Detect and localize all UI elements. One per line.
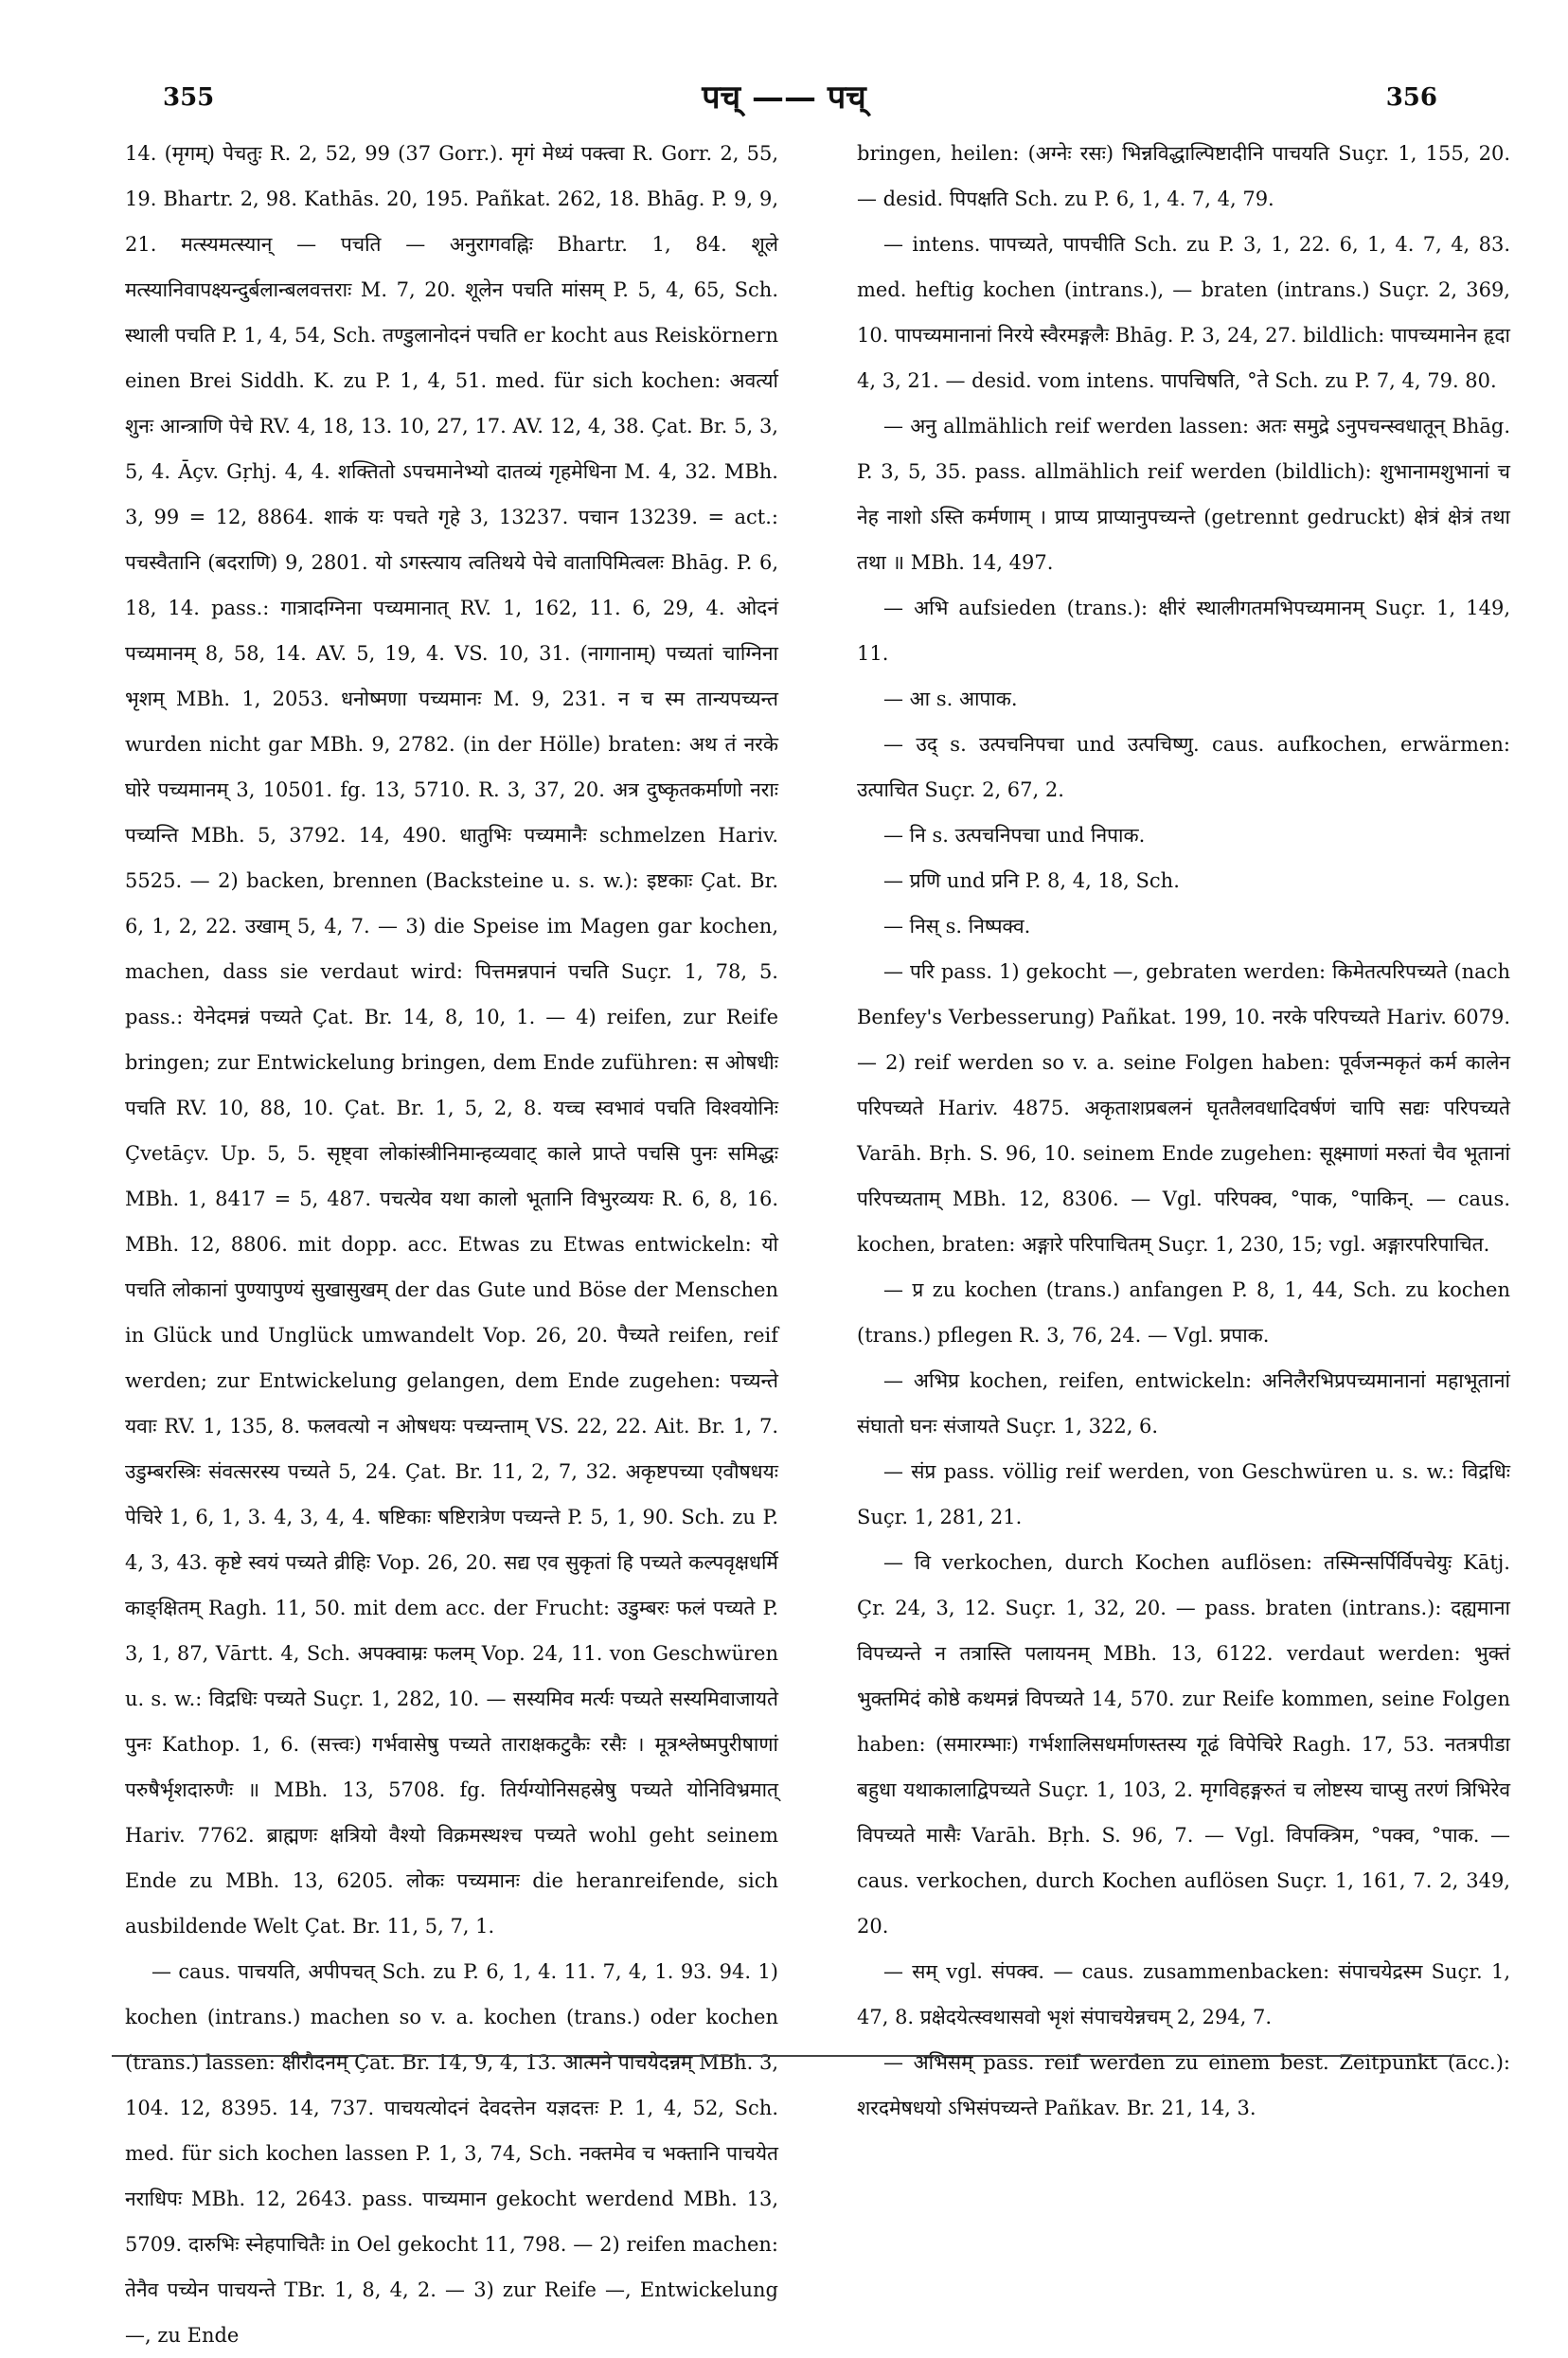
dictionary-paragraph: — intens. पापच्यते, पापचीति Sch. zu P. 3, 1, 22. 6, 1, 4. 7, 4, 83. med. heftig kochen (intrans.), — braten (intrans.) Suçr. 2, 369, 10. पापच्यमानानां निरये स्वैरमङ्गलैः Bhāg. P. 3, 24, 27. bildlich: पापच्यमानेन हृदा 4, 3, 21. — desid. vom intens. पापचिषति, °ते Sch. zu P. 7, 4, 79. 80. xyxy=(857,233,1510,392)
page-header xyxy=(0,80,1568,127)
dictionary-paragraph: — उद् s. उत्पचनिपचा und उत्पचिष्णु. caus. aufkochen, erwärmen: उत्पाचित Suçr. 2, 67, 2. xyxy=(857,733,1510,801)
dictionary-paragraph: — नि s. उत्पचनिपचा und निपाक. xyxy=(883,824,1146,847)
dictionary-paragraph: — सम् vgl. संपक्व. — caus. zusammenbacken: संपाचयेद्रस्म Suçr. 1, 47, 8. प्रक्षेदयेत्स्वथासवो भृशं संपाचयेन्नचम् 2, 294, 7. xyxy=(857,1960,1510,2028)
running-headword: पच् —— पच् xyxy=(702,79,866,116)
bottom-divider xyxy=(112,2055,1466,2057)
dictionary-paragraph: — प्रणि und प्रनि P. 8, 4, 18, Sch. xyxy=(883,869,1180,892)
page-number-right: 356 xyxy=(1385,83,1437,112)
dictionary-paragraph: — परि pass. 1) gekocht —, gebraten werden: किमेतत्परिपच्यते (nach Benfey's Verbesserung) Pañkat. 199, 10. नरके परिपच्यते Hariv. 6079. — 2) reif werden so v. a. seine Folgen haben: पूर्वजन्मकृतं कर्म कालेन परिपच्यते Hariv. 4875. अकृताशप्रबलनं घृततैलवधादिवर्षणं चापि सद्यः परिपच्यते Varāh. Bṛh. S. 96, 10. seinem Ende zugehen: सूक्ष्माणां मरुतां चैव भूतानां परिपच्यताम् MBh. 12, 8306. — Vgl. परिपक्व, °पाक, °पाकिन्. — caus. kochen, braten: अङ्गारे परिपाचितम् Suçr. 1, 230, 15; vgl. अङ्गारपरिपाचित. xyxy=(857,960,1510,1256)
dictionary-paragraph: — आ s. आपाक. xyxy=(883,688,1018,710)
dictionary-paragraph: bringen, heilen: (अग्नेः रसः) भिन्नविद्धाल्पिष्टादीनि पाचयति Suçr. 1, 155, 20. — desid. पिपक्षति Sch. zu P. 6, 1, 4. 7, 4, 79. xyxy=(857,142,1510,210)
dictionary-paragraph: — संप्र pass. völlig reif werden, von Geschwüren u. s. w.: विद्रधिः Suçr. 1, 281, 21. xyxy=(857,1460,1510,1528)
dictionary-paragraph: — caus. पाचयति, अपीपचत् Sch. zu P. 6, 1, 4. 11. 7, 4, 1. 93. 94. 1) kochen (intrans.) machen so v. a. kochen (trans.) oder kochen (trans.) lassen: क्षीरौदनम् Çat. Br. 14, 9, 4, 13. आत्मने पाचयेदन्नम् MBh. 3, 104. 12, 8395. 14, 737. पाचयत्योदनं देवदत्तेन यज्ञदत्तः P. 1, 4, 52, Sch. med. für sich kochen lassen P. 1, 3, 74, Sch. नक्तमेव च भक्तानि पाचयेत नराधिपः MBh. 12, 2643. pass. पाच्यमान gekocht werdend MBh. 13, 5709. दारुभिः स्नेहपाचितैः in Oel gekocht 11, 798. — 2) reifen machen: तेनैव पच्येन पाचयन्ते TBr. 1, 8, 4, 2. — 3) zur Reife —, Entwickelung —, zu Ende xyxy=(125,1960,778,2347)
dictionary-paragraph: — अभिप्र kochen, reifen, entwickeln: अनिलैरभिप्रपच्यमानानां महाभूतानां संघातो घनः संजायते Suçr. 1, 322, 6. xyxy=(857,1369,1510,1438)
page-number-left: 355 xyxy=(163,83,215,112)
left-column xyxy=(125,131,778,2347)
dictionary-paragraph: 14. (मृगम्) पेचतुः R. 2, 52, 99 (37 Gorr.). मृगं मेध्यं पक्त्वा R. Gorr. 2, 55, 19. Bhartr. 2, 98. Kathās. 20, 195. Pañkat. 262, 18. Bhāg. P. 9, 9, 21. मत्स्यमत्स्यान् — पचति — अनुरागवह्निः Bhartr. 1, 84. शूले मत्स्यानिवापक्ष्यन्दुर्बलान्बलवत्तराः M. 7, 20. शूलेन पचति मांसम् P. 5, 4, 65, Sch. स्थाली पचति P. 1, 4, 54, Sch. तण्डुलानोदनं पचति er kocht aus Reiskörnern einen Brei Siddh. K. zu P. 1, 4, 51. med. für sich kochen: अवर्त्या शुनः आन्त्राणि पेचे RV. 4, 18, 13. 10, 27, 17. AV. 12, 4, 38. Çat. Br. 5, 3, 5, 4. Āçv. Gṛhj. 4, 4. शक्तितो ऽपचमानेभ्यो दातव्यं गृहमेधिना M. 4, 32. MBh. 3, 99 = 12, 8864. शाकं यः पचते गृहे 3, 13237. पचान 13239. = act.: पचस्वैतानि (बदराणि) 9, 2801. यो ऽगस्त्याय त्वतिथये पेचे वातापिमित्वलः Bhāg. P. 6, 18, 14. pass.: गात्रादग्निना पच्यमानात् RV. 1, 162, 11. 6, 29, 4. ओदनं पच्यमानम् 8, 58, 14. AV. 5, 19, 4. VS. 10, 31. (नागानाम्) पच्यतां चाग्निना भृशम् MBh. 1, 2053. धनोष्मणा पच्यमानः M. 9, 231. न च स्म तान्यपच्यन्त wurden nicht gar MBh. 9, 2782. (in der Hölle) braten: अथ तं नरके घोरे पच्यमानम् 3, 10501. fg. 13, 5710. R. 3, 37, 20. अत्र दुष्कृतकर्माणो नराः पच्यन्ति MBh. 5, 3792. 14, 490. धातुभिः पच्यमानैः schmelzen Hariv. 5525. — 2) backen, brennen (Backsteine u. s. w.): इष्टकाः Çat. Br. 6, 1, 2, 22. उखाम् 5, 4, 7. — 3) die Speise im Magen gar kochen, machen, dass sie verdaut wird: पित्तमन्नपानं पचति Suçr. 1, 78, 5. pass.: येनेदमन्नं पच्यते Çat. Br. 14, 8, 10, 1. — 4) reifen, zur Reife bringen; zur Entwickelung bringen, dem Ende zuführen: स ओषधीः पचति RV. 10, 88, 10. Çat. Br. 1, 5, 2, 8. यच्च स्वभावं पचति विश्वयोनिः Çvetāçv. Up. 5, 5. सृष्ट्वा लोकांस्त्रीनिमान्हव्यवाट् काले प्राप्ते पचसि पुनः समिद्धः MBh. 1, 8417 = 5, 487. पचत्येव यथा कालो भूतानि विभुरव्ययः R. 6, 8, 16. MBh. 12, 8806. mit dopp. acc. Etwas zu Etwas entwickeln: यो पचति लोकानां पुण्यापुण्यं सुखासुखम् der das Gute und Böse der Menschen in Glück und Unglück umwandelt Vop. 26, 20. पैच्यते reifen, reif werden; zur Entwickelung gelangen, dem Ende zugehen: पच्यन्ते यवाः RV. 1, 135, 8. फलवत्यो न ओषधयः पच्यन्ताम् VS. 22, 22. Ait. Br. 1, 7. उडुम्बरस्त्रिः संवत्सरस्य पच्यते 5, 24. Çat. Br. 11, 2, 7, 32. अकृष्टपच्या एवौषधयः पेचिरे 1, 6, 1, 3. 4, 3, 4, 4. षष्टिकाः षष्टिरात्रेण पच्यन्ते P. 5, 1, 90. Sch. zu P. 4, 3, 43. कृष्टे स्वयं पच्यते व्रीहिः Vop. 26, 20. सद्य एव सुकृतां हि पच्यते कल्पवृक्षधर्मि काङ्क्षितम् Ragh. 11, 50. mit dem acc. der Frucht: उडुम्बरः फलं पच्यते P. 3, 1, 87, Vārtt. 4, Sch. अपक्वाम्रः फलम् Vop. 24, 11. von Geschwüren u. s. w.: विद्रधिः पच्यते Suçr. 1, 282, 10. — सस्यमिव मर्त्यः पच्यते सस्यमिवाजायते पुनः Kathop. 1, 6. (सत्त्वः) गर्भवासेषु पच्यते ताराक्षकटुकैः रसैः । मूत्रश्लेष्मपुरीषाणां परुषैर्भृशदारुणैः ॥ MBh. 13, 5708. fg. तिर्यग्योनिसहस्रेषु पच्यते योनिविभ्रमात् Hariv. 7762. ब्राह्मणः क्षत्रियो वैश्यो विक्रमस्थश्च पच्यते wohl geht seinem Ende zu MBh. 13, 6205. लोकः पच्यमानः die heranreifende, sich ausbildende Welt Çat. Br. 11, 5, 7, 1. xyxy=(125,142,778,1938)
dictionary-paragraph: — अभिसम् pass. reif werden zu einem best. Zeitpunkt (acc.): शरदमेषधयो ऽभिसंपच्यन्ते Pañkav. Br. 21, 14, 3. xyxy=(857,2051,1510,2119)
dictionary-paragraph: — वि verkochen, durch Kochen auflösen: तस्मिन्सर्पिर्विपचेयुः Kātj. Çr. 24, 3, 12. Suçr. 1, 32, 20. — pass. braten (intrans.): दह्यमाना विपच्यन्ते न तत्रास्ति पलायनम् MBh. 13, 6122. verdaut werden: भुक्तं भुक्तमिदं कोष्ठे कथमन्नं विपच्यते 14, 570. zur Reife kommen, seine Folgen haben: (समारम्भाः) गर्भशालिसधर्माणस्तस्य गूढं विपेचिरे Ragh. 17, 53. नतत्रपीडा बहुधा यथाकालाद्विपच्यते Suçr. 1, 103, 2. मृगविहङ्गरुतं च लोष्टस्य चाप्सु तरणं त्रिभिरेव विपच्यते मासैः Varāh. Bṛh. S. 96, 7. — Vgl. विपक्त्रिम, °पक्व, °पाक. — caus. verkochen, durch Kochen auflösen Suçr. 1, 161, 7. 2, 349, 20. xyxy=(857,1551,1510,1938)
right-column xyxy=(857,131,1510,2119)
dictionary-paragraph: — प्र zu kochen (trans.) anfangen P. 8, 1, 44, Sch. zu kochen (trans.) pflegen R. 3, 76, 24. — Vgl. प्रपाक. xyxy=(857,1278,1510,1347)
dictionary-paragraph: — अनु allmählich reif werden lassen: अतः समुद्रे ऽनुपचन्स्वधातून् Bhāg. P. 3, 5, 35. pass. allmählich reif werden (bildlich): शुभानामशुभानां च नेह नाशो ऽस्ति कर्मणाम् । प्राप्य प्राप्यानुपच्यन्ते (getrennt gedruckt) क्षेत्रं क्षेत्रं तथा तथा ॥ MBh. 14, 497. xyxy=(857,415,1510,574)
dictionary-paragraph: — अभि aufsieden (trans.): क्षीरं स्थालीगतमभिपच्यमानम् Suçr. 1, 149, 11. xyxy=(857,597,1510,665)
dictionary-paragraph: — निस् s. निष्पक्व. xyxy=(883,915,1031,938)
